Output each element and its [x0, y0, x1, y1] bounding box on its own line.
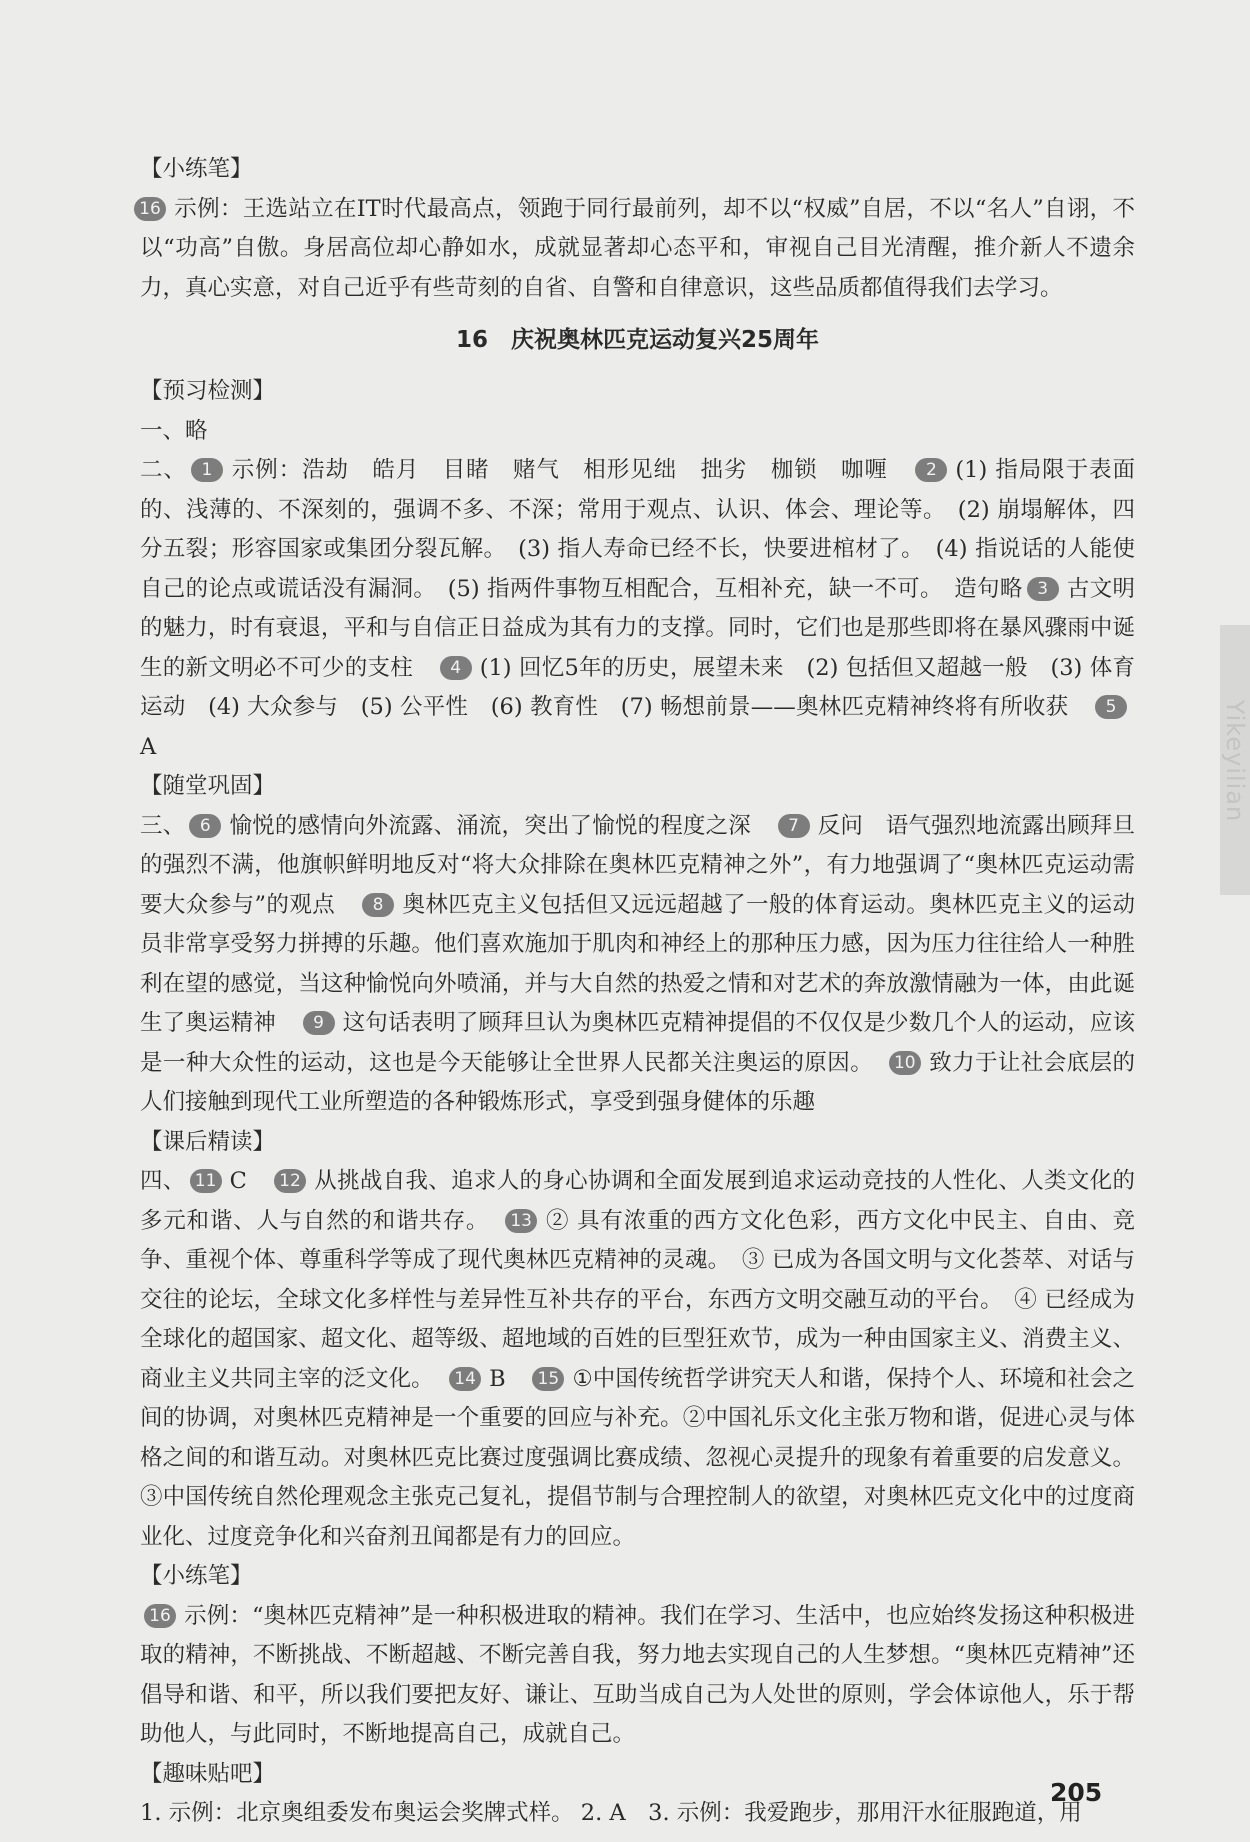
- section-heading-consolidate: 【随堂巩固】: [140, 773, 276, 799]
- preview-answers: 二、 1 示例：浩劫 皓月 目睹 赌气 相形见绌 拙劣 枷锁 咖喱 2 (1) 指局限于表面的、浅薄的、不深刻的，强调不多、不深；常用于观点、认识、体会、理论等。 (2) 崩塌解体，四分五裂；形容国家或集团分裂瓦解。 (3) 指人寿命已经不长，快要进棺材了。 (4) 指说话的人能使自己的论点或谎话没有漏洞。 (5) 指两件事物互相配合，互相补充，缺一不可。 造句略 3 古文明的魅力，时有衰退，平和与自信正日益成为其有力的支撑。同时，它们也是那些即将在暴风骤雨中诞生的新文明必不可少的支柱 4 (1) 回忆5年的历史，展望未来 (2) 包括但又超越一般 (3) 体育运动 (4) 大众参与 (5) 公平性 (6) 教育性 (7) 畅想前景——奥林匹克精神终将有所收获 5A: [140, 457, 1135, 760]
- lesson-title: 16 庆祝奥林匹克运动复兴25周年: [455, 327, 819, 353]
- page-number: 205: [1050, 1778, 1103, 1807]
- question-number-badge: 3: [1027, 577, 1059, 601]
- section-heading-preview: 【预习检测】: [140, 378, 276, 404]
- question-number-badge: 5: [1095, 695, 1127, 719]
- consolidate-answers: 三、 6 愉悦的感情向外流露、涌流，突出了愉悦的程度之深 7 反问 语气强烈地流露出顾拜旦的强烈不满，他旗帜鲜明地反对“将大众排除在奥林匹克精神之外”，有力地强调了“奥林匹克运动需要大众参与”的观点 8 奥林匹克主义包括但又远远超越了一般的体育运动。奥林匹克主义的运动员非常享受努力拼搏的乐趣。他们喜欢施加于肌肉和神经上的那种压力感，因为压力往往给人一种胜利在望的感觉，当这种愉悦向外喷涌，并与大自然的热爱之情和对艺术的奔放激情融为一体，由此诞生了奥运精神 9 这句话表明了顾拜旦认为奥林匹克精神提倡的不仅仅是少数几个人的运动，应该是一种大众性的运动，这也是今天能够让全世界人民都关注奥运的原因。 10 致力于让社会底层的人们接触到现代工业所塑造的各种锻炼形式，享受到强身健体的乐趣: [140, 812, 1135, 1115]
- question-number-badge: 7: [778, 814, 810, 838]
- section-heading-practice-top: 【小练笔】: [140, 156, 253, 182]
- question-number-badge: 6: [189, 814, 221, 838]
- afterclass-answers: 四、 11 C 12 从挑战自我、追求人的身心协调和全面发展到追求运动竞技的人性化、人类文化的多元和谐、人与自然的和谐共存。 13 ② 具有浓重的西方文化色彩，西方文化中民主、自由、竞争、重视个体、尊重科学等成了现代奥林匹克精神的灵魂。 ③ 已成为各国文明与文化荟萃、对话与交往的论坛，全球文化多样性与差异性互补共存的平台，东西方文明交融互动的平台。 ④ 已经成为全球化的超国家、超文化、超等级、超地域的百姓的巨型狂欢节，成为一种由国家主义、消费主义、商业主义共同主宰的泛文化。 14 B 15 ①中国传统哲学讲究天人和谐，保持个人、环境和社会之间的协调，对奥林匹克精神是一个重要的回应与补充。②中国礼乐文化主张万物和谐，促进心灵与体格之间的和谐互动。对奥林匹克比赛过度强调比赛成绩、忽视心灵提升的现象有着重要的启发意义。③中国传统自然伦理观念主张克己复礼，提倡节制与合理控制人的欲望，对奥林匹克文化中的过度商业化、过度竞争化和兴奋剂丑闻都是有力的回应。: [140, 1168, 1135, 1550]
- question-number-badge: 10: [889, 1051, 921, 1075]
- section-heading-afterclass: 【课后精读】: [140, 1128, 276, 1155]
- question-number-badge: 4: [440, 656, 472, 680]
- preview-line-1: 一、略: [140, 417, 208, 444]
- fun-answers: 1. 示例：北京奥组委发布奥运会奖牌式样。 2. A 3. 示例：我爱跑步，那用汗水征服跑道，用: [140, 1800, 1082, 1826]
- question-number-badge: 15: [532, 1367, 564, 1391]
- question-number-badge: 11: [190, 1169, 222, 1193]
- side-tab-label: Yikeyilian: [1221, 699, 1249, 823]
- question-number-badge: 16: [134, 197, 166, 221]
- question-number-badge: 9: [303, 1011, 335, 1035]
- answer-content: [140, 150, 1135, 1834]
- answer-16-top: 16 示例：王选站立在IT时代最高点，领跑于同行最前列，却不以“权威”自居，不以“名人”自诩，不以“功高”自傲。身居高位却心静如水，成就显著却心态平和，审视自己目光清醒，推介新人不遗余力，真心实意，对自己近乎有些苛刻的自省、自警和自律意识，这些品质都值得我们去学习。: [140, 190, 1135, 309]
- section-heading-fun: 【趣味贴吧】: [140, 1760, 276, 1787]
- question-number-badge: 2: [915, 458, 947, 482]
- question-number-badge: 12: [274, 1169, 306, 1193]
- question-number-badge: 1: [191, 458, 223, 482]
- question-number-badge: 14: [449, 1367, 481, 1391]
- question-number-badge: 13: [505, 1209, 537, 1233]
- section-heading-practice: 【小练笔】: [140, 1563, 253, 1589]
- question-number-badge: 16: [144, 1604, 176, 1628]
- answer-16-practice: 16 示例：“奥林匹克精神”是一种积极进取的精神。我们在学习、生活中，也应始终发扬这种积极进取的精神，不断挑战、不断超越、不断完善自我，努力地去实现自己的人生梦想。“奥林匹克精神”还倡导和谐、和平，所以我们要把友好、谦让、互助当成自己为人处世的原则，学会体谅他人，乐于帮助他人，与此同时，不断地提高自己，成就自己。: [140, 1602, 1135, 1747]
- question-number-badge: 8: [362, 893, 394, 917]
